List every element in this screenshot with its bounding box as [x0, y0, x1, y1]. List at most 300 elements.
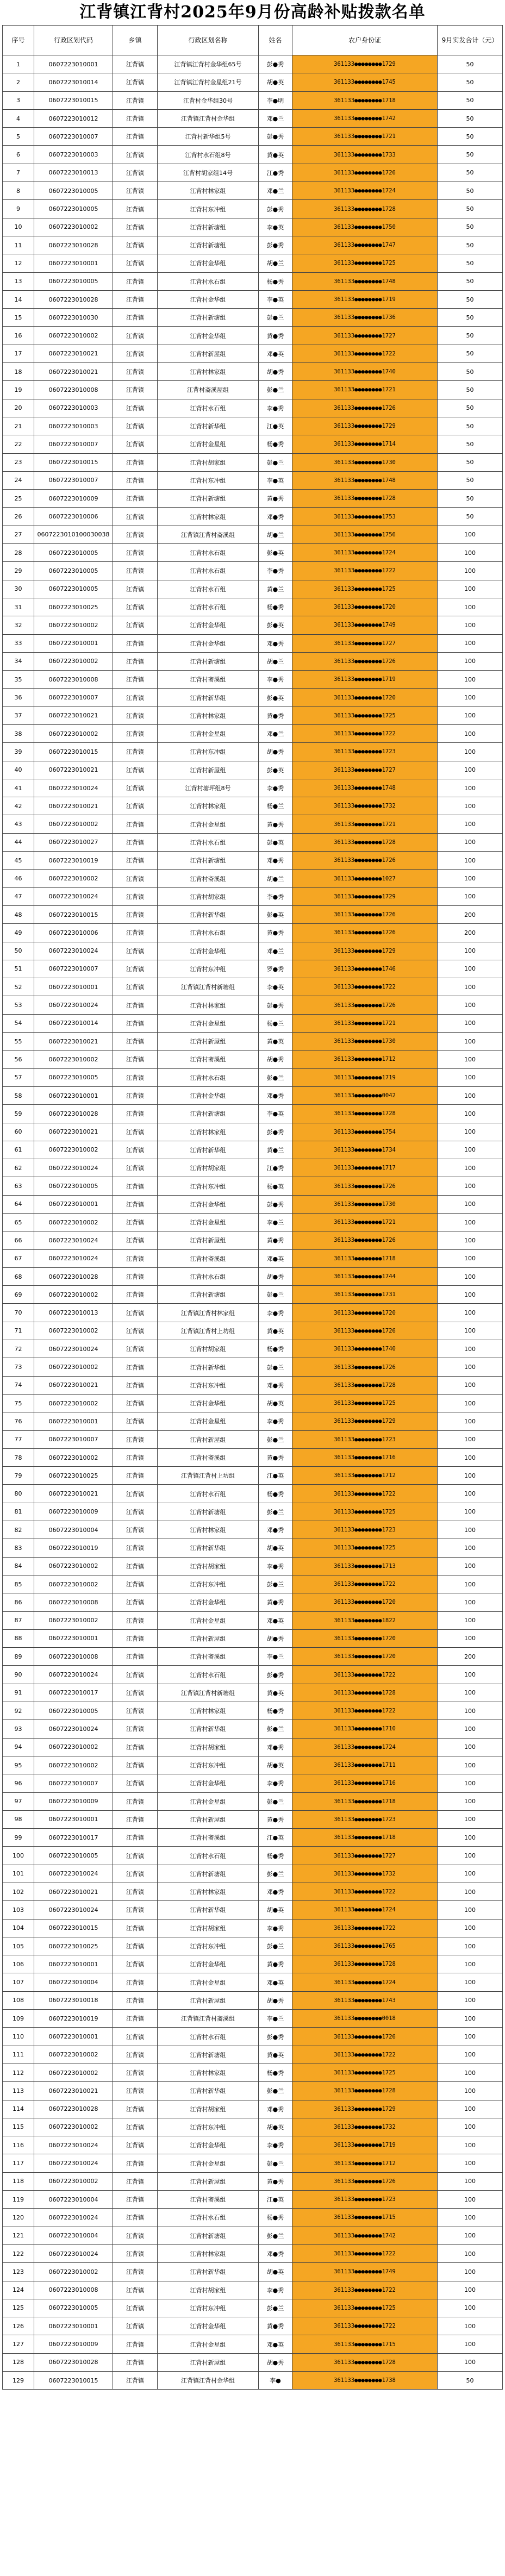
cell-amount: 50: [438, 345, 503, 362]
table-row: [3, 200, 503, 218]
cell-serial: 102: [3, 1883, 34, 1900]
cell-serial: 16: [3, 327, 34, 345]
cell-amount: 100: [438, 1973, 503, 1991]
cell-township: 江背镇: [113, 2191, 158, 2209]
cell-region-code: 0607223010007: [34, 128, 113, 146]
table-row: [3, 146, 503, 164]
cell-name: 李●英: [259, 290, 292, 308]
cell-region-code: 0607223010001: [34, 978, 113, 996]
table-row: [3, 1810, 503, 1828]
cell-serial: 19: [3, 381, 34, 399]
table-row: [3, 1267, 503, 1285]
cell-name: 黄●秀: [259, 1231, 292, 1249]
cell-township: 江背镇: [113, 1865, 158, 1883]
cell-amount: 100: [438, 942, 503, 960]
cell-name: 胡●英: [259, 1756, 292, 1774]
cell-name: 邓●秀: [259, 1086, 292, 1104]
cell-township: 江背镇: [113, 1593, 158, 1611]
cell-id-card: 361133●●●●●●●●1729: [292, 887, 438, 905]
cell-region-code: 0607223010024: [34, 887, 113, 905]
cell-serial: 61: [3, 1141, 34, 1159]
cell-serial: 54: [3, 1014, 34, 1032]
cell-region-name: 江背村东冲组: [158, 471, 259, 489]
cell-township: 江背镇: [113, 2082, 158, 2100]
cell-region-name: 江背村新塘组: [158, 218, 259, 236]
cell-township: 江背镇: [113, 562, 158, 580]
cell-name: 李●英: [259, 978, 292, 996]
table-row: [3, 363, 503, 381]
cell-serial: 47: [3, 887, 34, 905]
cell-amount: 50: [438, 182, 503, 200]
cell-region-name: 江背村金星组: [158, 1611, 259, 1629]
cell-region-code: 0607223010007: [34, 435, 113, 453]
cell-id-card: 361133●●●●●●●●1721: [292, 381, 438, 399]
cell-serial: 57: [3, 1068, 34, 1086]
cell-amount: 50: [438, 2372, 503, 2390]
cell-township: 江背镇: [113, 453, 158, 471]
cell-region-name: 江背村林家组: [158, 1702, 259, 1720]
cell-name: 彭●兰: [259, 2082, 292, 2100]
cell-name: 彭●兰: [259, 1865, 292, 1883]
cell-id-card: 361133●●●●●●●●1718: [292, 91, 438, 109]
cell-amount: 100: [438, 634, 503, 652]
cell-region-name: 江背村水石组: [158, 1485, 259, 1503]
table-row: [3, 182, 503, 200]
cell-township: 江背镇: [113, 724, 158, 742]
cell-name: 彭●英: [259, 616, 292, 634]
table-row: [3, 2028, 503, 2046]
cell-region-code: 0607223010005: [34, 272, 113, 290]
cell-id-card: 361133●●●●●●●●1722: [292, 2046, 438, 2064]
cell-name: 彭●秀: [259, 55, 292, 73]
cell-name: 邓●秀: [259, 508, 292, 526]
cell-region-code: 0607223010005: [34, 1847, 113, 1865]
cell-region-code: 0607223010014: [34, 73, 113, 91]
cell-amount: 100: [438, 852, 503, 870]
cell-serial: 103: [3, 1901, 34, 1919]
cell-name: 黄●英: [259, 1033, 292, 1051]
cell-id-card: 361133●●●●●●●●1027: [292, 870, 438, 887]
cell-township: 江背镇: [113, 218, 158, 236]
cell-serial: 75: [3, 1394, 34, 1412]
cell-region-name: 江背村金华组: [158, 2317, 259, 2335]
cell-amount: 100: [438, 1195, 503, 1213]
cell-amount: 50: [438, 471, 503, 489]
cell-township: 江背镇: [113, 1937, 158, 1955]
cell-id-card: 361133●●●●●●●●1715: [292, 2335, 438, 2353]
table-row: [3, 1901, 503, 1919]
table-row: [3, 1539, 503, 1557]
cell-township: 江背镇: [113, 164, 158, 182]
cell-township: 江背镇: [113, 2335, 158, 2353]
cell-region-name: 江背村新塘组: [158, 236, 259, 254]
cell-name: 彭●兰: [259, 1937, 292, 1955]
cell-name: 李●秀: [259, 1412, 292, 1430]
cell-amount: 100: [438, 1467, 503, 1485]
cell-region-name: 江背村金华组: [158, 1394, 259, 1412]
cell-id-card: 361133●●●●●●●●1726: [292, 996, 438, 1014]
cell-id-card: 361133●●●●●●●●1716: [292, 1774, 438, 1792]
table-row: [3, 1051, 503, 1068]
cell-region-name: 江背村新华组: [158, 2263, 259, 2281]
table-row: [3, 1829, 503, 1847]
cell-serial: 32: [3, 616, 34, 634]
cell-name: 黄●秀: [259, 1955, 292, 1973]
cell-id-card: 361133●●●●●●●●1725: [292, 1394, 438, 1412]
table-row: [3, 562, 503, 580]
cell-region-name: 江背村斋溪组: [158, 1648, 259, 1666]
cell-id-card: 361133●●●●●●●●1726: [292, 1358, 438, 1376]
cell-name: 胡●秀: [259, 2353, 292, 2371]
cell-serial: 100: [3, 1847, 34, 1865]
cell-serial: 119: [3, 2191, 34, 2209]
cell-serial: 89: [3, 1648, 34, 1666]
cell-name: 李●兰: [259, 2010, 292, 2028]
table-row: [3, 724, 503, 742]
cell-township: 江背镇: [113, 1286, 158, 1304]
subsidy-table: [2, 25, 503, 2390]
cell-region-code: 0607223010024: [34, 2136, 113, 2154]
cell-region-code: 0607223010028: [34, 236, 113, 254]
cell-amount: 100: [438, 797, 503, 815]
cell-serial: 9: [3, 200, 34, 218]
cell-region-code: 0607223010002: [34, 1322, 113, 1340]
cell-region-code: 0607223010025: [34, 1937, 113, 1955]
cell-name: 黄●秀: [259, 327, 292, 345]
cell-amount: 100: [438, 1051, 503, 1068]
table-row: [3, 1865, 503, 1883]
cell-name: 杨●秀: [259, 272, 292, 290]
cell-region-name: 江背村东冲组: [158, 1575, 259, 1593]
cell-amount: 100: [438, 1322, 503, 1340]
cell-name: 胡●兰: [259, 870, 292, 887]
cell-region-code: 0607223010002: [34, 327, 113, 345]
table-row: [3, 598, 503, 616]
cell-region-name: 江背村水石组: [158, 272, 259, 290]
cell-serial: 109: [3, 2010, 34, 2028]
table-row: [3, 978, 503, 996]
cell-name: 李●秀: [259, 399, 292, 417]
cell-region-name: 江背村水石组: [158, 580, 259, 598]
table-row: [3, 1322, 503, 1340]
table-row: [3, 109, 503, 127]
cell-serial: 66: [3, 1231, 34, 1249]
cell-amount: 100: [438, 1901, 503, 1919]
cell-id-card: 361133●●●●●●●●1723: [292, 743, 438, 761]
cell-name: 彭●秀: [259, 996, 292, 1014]
table-row: [3, 2317, 503, 2335]
cell-township: 江背镇: [113, 73, 158, 91]
cell-id-card: 361133●●●●●●●●1720: [292, 689, 438, 706]
cell-region-code: 0607223010002: [34, 1738, 113, 1756]
cell-region-code: 0607223010015: [34, 1919, 113, 1937]
table-row: [3, 1214, 503, 1231]
cell-amount: 50: [438, 363, 503, 381]
cell-name: 黄●秀: [259, 706, 292, 724]
cell-township: 江背镇: [113, 200, 158, 218]
table-row: [3, 1105, 503, 1123]
cell-region-code: 0607223010014: [34, 1014, 113, 1032]
cell-amount: 100: [438, 1086, 503, 1104]
cell-region-code: 0607223010015: [34, 91, 113, 109]
cell-id-card: 361133●●●●●●●●1736: [292, 309, 438, 327]
cell-township: 江背镇: [113, 960, 158, 978]
cell-region-name: 江背镇江背村斋溪组: [158, 526, 259, 543]
cell-amount: 100: [438, 1177, 503, 1195]
cell-id-card: 361133●●●●●●●●1749: [292, 2263, 438, 2281]
cell-amount: 100: [438, 1684, 503, 1702]
cell-serial: 7: [3, 164, 34, 182]
table-row: [3, 290, 503, 308]
cell-township: 江背镇: [113, 2353, 158, 2371]
cell-name: 邓●兰: [259, 942, 292, 960]
cell-serial: 77: [3, 1430, 34, 1448]
cell-name: 彭●英: [259, 689, 292, 706]
cell-region-name: 江背村斋溪组: [158, 1448, 259, 1466]
cell-serial: 114: [3, 2100, 34, 2118]
cell-serial: 105: [3, 1937, 34, 1955]
cell-id-card: 361133●●●●●●●●1728: [292, 1376, 438, 1394]
cell-name: 江●英: [259, 2191, 292, 2209]
cell-name: 邓●兰: [259, 182, 292, 200]
cell-serial: 55: [3, 1033, 34, 1051]
cell-serial: 34: [3, 652, 34, 670]
table-row: [3, 164, 503, 182]
cell-township: 江背镇: [113, 815, 158, 833]
header-name: 姓名: [259, 26, 292, 55]
cell-region-code: 0607223010021: [34, 1883, 113, 1900]
table-row: [3, 1033, 503, 1051]
cell-serial: 71: [3, 1322, 34, 1340]
cell-township: 江背镇: [113, 1430, 158, 1448]
cell-serial: 106: [3, 1955, 34, 1973]
cell-region-code: 0607223010021: [34, 363, 113, 381]
table-row: [3, 1123, 503, 1141]
cell-region-name: 江背村胡家组: [158, 2100, 259, 2118]
cell-id-card: 361133●●●●●●●●1724: [292, 1738, 438, 1756]
cell-serial: 94: [3, 1738, 34, 1756]
cell-id-card: 361133●●●●●●●●1729: [292, 1412, 438, 1430]
table-row: [3, 1249, 503, 1267]
cell-serial: 120: [3, 2209, 34, 2227]
cell-region-code: 0607223010002: [34, 2263, 113, 2281]
cell-region-name: 江背村金星组: [158, 2154, 259, 2172]
cell-region-code: 0607223010024: [34, 2154, 113, 2172]
cell-township: 江背镇: [113, 2209, 158, 2227]
cell-id-card: 361133●●●●●●●●1726: [292, 399, 438, 417]
cell-name: 邓●英: [259, 1973, 292, 1991]
cell-township: 江背镇: [113, 1955, 158, 1973]
cell-region-name: 江背村新屋组: [158, 2172, 259, 2190]
cell-region-code: 0607223010024: [34, 1720, 113, 1738]
table-row: [3, 1575, 503, 1593]
cell-township: 江背镇: [113, 381, 158, 399]
cell-serial: 13: [3, 272, 34, 290]
table-row: [3, 1648, 503, 1666]
cell-region-code: 0607223010002: [34, 218, 113, 236]
cell-township: 江背镇: [113, 2172, 158, 2190]
cell-region-name: 江背镇江背村斋溪组: [158, 2010, 259, 2028]
cell-amount: 100: [438, 1286, 503, 1304]
table-row: [3, 1195, 503, 1213]
cell-region-name: 江背村金华组: [158, 290, 259, 308]
cell-name: 李●英: [259, 1105, 292, 1123]
cell-region-name: 江背镇江背村新塘组: [158, 978, 259, 996]
cell-region-name: 江背村东冲组: [158, 1177, 259, 1195]
cell-township: 江背镇: [113, 1068, 158, 1086]
cell-serial: 18: [3, 363, 34, 381]
cell-serial: 129: [3, 2372, 34, 2390]
cell-amount: 100: [438, 2136, 503, 2154]
table-row: [3, 508, 503, 526]
cell-id-card: 361133●●●●●●●●1726: [292, 2172, 438, 2190]
cell-township: 江背镇: [113, 1792, 158, 1810]
cell-name: 邓●英: [259, 2335, 292, 2353]
cell-region-name: 江背村水石组: [158, 1847, 259, 1865]
cell-id-card: 361133●●●●●●●●1724: [292, 544, 438, 562]
table-row: [3, 960, 503, 978]
cell-township: 江背镇: [113, 399, 158, 417]
cell-township: 江背镇: [113, 2136, 158, 2154]
cell-name: 杨●秀: [259, 1485, 292, 1503]
cell-amount: 100: [438, 2118, 503, 2136]
cell-region-name: 江背村新华组: [158, 689, 259, 706]
cell-township: 江背镇: [113, 689, 158, 706]
cell-region-name: 江背村东冲组: [158, 1937, 259, 1955]
cell-amount: 50: [438, 254, 503, 272]
cell-amount: 50: [438, 309, 503, 327]
cell-name: 彭●英: [259, 833, 292, 851]
cell-name: 李●秀: [259, 2281, 292, 2299]
cell-amount: 100: [438, 2244, 503, 2262]
cell-township: 江背镇: [113, 1195, 158, 1213]
cell-name: 彭●兰: [259, 1720, 292, 1738]
cell-township: 江背镇: [113, 996, 158, 1014]
table-row: [3, 73, 503, 91]
cell-region-code: 0607223010002: [34, 1051, 113, 1068]
cell-id-card: 361133●●●●●●●●1750: [292, 218, 438, 236]
cell-township: 江背镇: [113, 471, 158, 489]
cell-serial: 125: [3, 2299, 34, 2317]
cell-serial: 15: [3, 309, 34, 327]
cell-serial: 116: [3, 2136, 34, 2154]
cell-region-code: 0607223010028: [34, 2100, 113, 2118]
cell-region-code: 0607223010021: [34, 706, 113, 724]
cell-id-card: 361133●●●●●●●●1720: [292, 1304, 438, 1322]
cell-id-card: 361133●●●●●●●●1711: [292, 1756, 438, 1774]
cell-serial: 101: [3, 1865, 34, 1883]
cell-region-code: 0607223010002: [34, 2172, 113, 2190]
cell-region-code: 0607223010025: [34, 598, 113, 616]
cell-name: 胡●兰: [259, 526, 292, 543]
cell-region-code: 0607223010002: [34, 1575, 113, 1593]
cell-region-code: 0607223010008: [34, 1593, 113, 1611]
cell-id-card: 361133●●●●●●●●1726: [292, 852, 438, 870]
cell-name: 彭●英: [259, 544, 292, 562]
cell-id-card: 361133●●●●●●●●1714: [292, 435, 438, 453]
cell-amount: 200: [438, 1648, 503, 1666]
cell-amount: 100: [438, 598, 503, 616]
cell-amount: 100: [438, 544, 503, 562]
cell-region-code: 0607223010009: [34, 2335, 113, 2353]
table-header-row: [3, 26, 503, 55]
cell-serial: 99: [3, 1829, 34, 1847]
table-row: [3, 797, 503, 815]
cell-region-name: 江背村水石组: [158, 562, 259, 580]
cell-region-name: 江背村新屋组: [158, 1033, 259, 1051]
cell-township: 江背镇: [113, 2299, 158, 2317]
cell-region-name: 江背村金星组: [158, 435, 259, 453]
cell-serial: 46: [3, 870, 34, 887]
cell-township: 江背镇: [113, 272, 158, 290]
cell-name: 李●秀: [259, 562, 292, 580]
cell-serial: 31: [3, 598, 34, 616]
cell-name: 杨●秀: [259, 598, 292, 616]
cell-region-code: 0607223010002: [34, 1214, 113, 1231]
cell-region-name: 江背村林家组: [158, 797, 259, 815]
cell-region-name: 江背村水石组: [158, 598, 259, 616]
cell-id-card: 361133●●●●●●●●1723: [292, 1521, 438, 1539]
table-row: [3, 634, 503, 652]
cell-region-code: 0607223010028: [34, 1105, 113, 1123]
cell-region-name: 江背村胡家组: [158, 1159, 259, 1177]
cell-amount: 100: [438, 1738, 503, 1756]
cell-name: 彭●秀: [259, 1123, 292, 1141]
cell-serial: 111: [3, 2046, 34, 2064]
cell-id-card: 361133●●●●●●●●1723: [292, 1810, 438, 1828]
cell-township: 江背镇: [113, 1973, 158, 1991]
cell-township: 江背镇: [113, 2064, 158, 2081]
cell-name: 彭●兰: [259, 1792, 292, 1810]
cell-id-card: 361133●●●●●●●●1729: [292, 942, 438, 960]
cell-township: 江背镇: [113, 2263, 158, 2281]
cell-serial: 97: [3, 1792, 34, 1810]
cell-amount: 100: [438, 2154, 503, 2172]
cell-township: 江背镇: [113, 2046, 158, 2064]
cell-serial: 12: [3, 254, 34, 272]
cell-township: 江背镇: [113, 2010, 158, 2028]
cell-id-card: 361133●●●●●●●●1727: [292, 634, 438, 652]
table-row: [3, 2100, 503, 2118]
cell-amount: 100: [438, 1267, 503, 1285]
table-row: [3, 345, 503, 362]
cell-region-code: 0607223010001: [34, 254, 113, 272]
cell-region-code: 0607223010008: [34, 2281, 113, 2299]
table-row: [3, 942, 503, 960]
page-title: 江背镇江背村2025年9月份高龄补贴拨款名单: [79, 3, 426, 22]
cell-id-card: 361133●●●●●●●●1725: [292, 254, 438, 272]
cell-name: 黄●兰: [259, 580, 292, 598]
cell-serial: 45: [3, 852, 34, 870]
table-row: [3, 1177, 503, 1195]
table-row: [3, 1919, 503, 1937]
cell-region-code: 0607223010017: [34, 1829, 113, 1847]
table-row: [3, 1991, 503, 2009]
cell-name: 黄●兰: [259, 1141, 292, 1159]
cell-region-name: 江背村水石组: [158, 1267, 259, 1285]
cell-id-card: 361133●●●●●●●●1712: [292, 1467, 438, 1485]
cell-region-name: 江背村水石组8号: [158, 146, 259, 164]
table-row: [3, 309, 503, 327]
cell-amount: 50: [438, 200, 503, 218]
cell-region-name: 江背村金星组: [158, 2335, 259, 2353]
cell-name: 彭●兰: [259, 1575, 292, 1593]
cell-region-name: 江背村金华组: [158, 254, 259, 272]
cell-name: 邓●秀: [259, 1883, 292, 1900]
table-row: [3, 1412, 503, 1430]
cell-region-name: 江背村水石组: [158, 1068, 259, 1086]
cell-amount: 50: [438, 128, 503, 146]
